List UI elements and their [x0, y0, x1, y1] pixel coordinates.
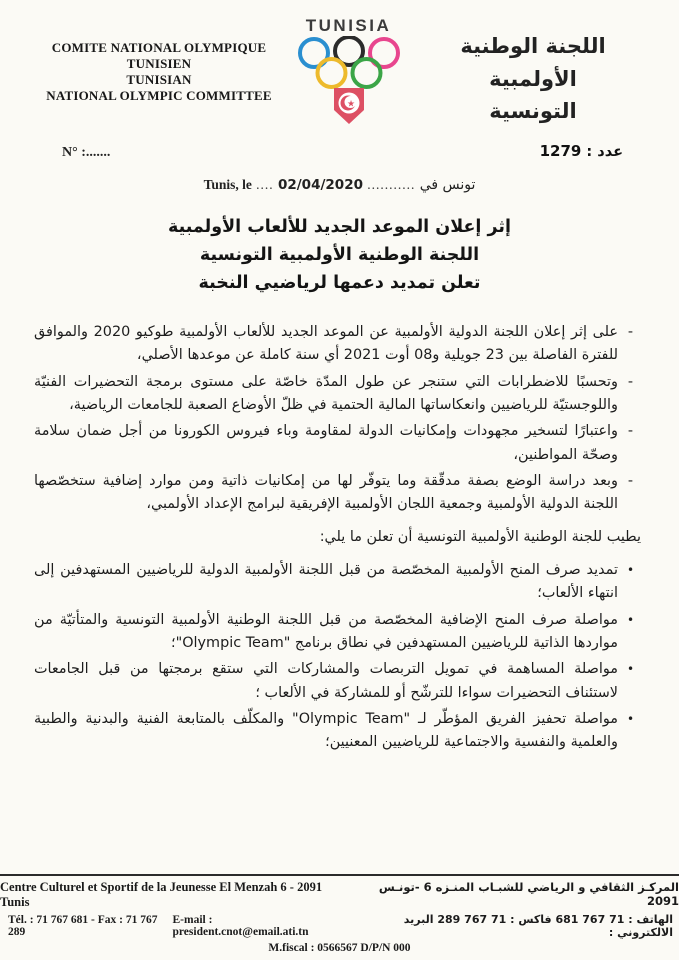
dash-item — [34, 470, 643, 517]
bullet-marker: • — [626, 711, 635, 726]
dash-item — [34, 321, 643, 368]
bullet-item-text: مواصلة المساهمة في تمويل التربصات والمشاركات التي ستقع برمجتها من قبل الجامعات لاستئناف التحضيرات سواءا للترشّح أو للمشاركة في الألعاب ؛ — [34, 661, 618, 701]
bullet-list — [34, 559, 643, 755]
footer-tel-fax-fr: Tél. : 71 767 681 - Fax : 71 767 289 — [8, 914, 158, 938]
bullet-item — [34, 708, 643, 755]
dash-list — [34, 321, 643, 517]
svg-text:★: ★ — [346, 99, 355, 110]
title-line-2: اللجنة الوطنية الأولمبية التونسية — [199, 245, 480, 265]
org-fr-line: COMITE NATIONAL OLYMPIQUE — [51, 40, 267, 55]
bullet-item-text: مواصلة صرف المنح الإضافية المخصّصة من قبل اللجنة الوطنية الأولمبية التونسية والمتأتيّة من مواردها الذاتية للرياضيين المستهدفين في نطاق برنامج "Olympic Team"؛ — [34, 611, 618, 651]
dash-marker: - — [627, 472, 634, 489]
dash-item-text: وبعد دراسة الوضع بصفة مدقّقة وما يتوفّر لها من إمكانيات ذاتية ومن موارد إضافية ستخصّصها اللجنة الدولية الأولمبية وجمعية اللجان الأولمبية الإفريقية لبرامج الإعداد الأولمبي، — [34, 472, 618, 513]
dash-item-text: على إثر إعلان اللجنة الدولية الأولمبية عن الموعد الجديد للألعاب الأولمبية طوكيو 2020 والموافق للفترة الفاصلة بين 23 جويلية و08 أوت 2021 أي سنة كاملة عن موعدها الأصلي، — [34, 324, 618, 364]
footer-address-ar: المركـز الثقافي و الرياضي للشبـاب المنـزه 6 -تونـس 2091 — [378, 880, 679, 908]
bullet-marker: • — [626, 562, 635, 577]
footer-address-fr: Centre Culturel et Sportif de la Jeunesse El Menzah 6 - 2091 Tunis — [0, 880, 323, 909]
bullet-item — [34, 559, 643, 606]
ref-number-fr: N° :....... — [62, 145, 111, 160]
title-line-3: تعلن تمديد دعمها لرياضيي النخبة — [198, 273, 481, 293]
footer-email: E-mail : president.cnot@email.ati.tn — [172, 914, 309, 938]
dash-marker: - — [627, 324, 634, 340]
dateline-ar: تونس في — [419, 177, 476, 193]
org-fr-line: TUNISIAN — [126, 71, 192, 87]
title-line-1: إثر إعلان الموعد الجديد للألعاب الأولمبية — [168, 217, 511, 237]
dateline-fr: Tunis, le — [203, 177, 252, 192]
letterhead — [0, 0, 679, 138]
org-ar-line: التونسية — [489, 99, 577, 124]
footer — [0, 874, 679, 954]
dateline — [0, 177, 679, 193]
olympic-logo — [289, 12, 409, 138]
footer-fiscal: M.fiscal : 0566567 D/P/N 000 — [268, 942, 411, 954]
org-fr-line: TUNISIEN — [126, 55, 192, 71]
bullet-item-text: تمديد صرف المنح الأولمبية المخصّصة من قبل اللجنة الأولمبية الدولية للرياضيين المستهدفين إلى انتهاء الألعاب؛ — [34, 561, 618, 602]
dash-item-text: واعتبارًا لتسخير مجهودات وإمكانيات الدولة لمقاومة وباء فيروس الكورونا من أجل ضمان سلامة وصحّة المواطنين، — [34, 423, 618, 463]
letter-title — [0, 213, 679, 297]
dash-item — [34, 420, 643, 467]
letter-body — [0, 321, 679, 755]
ref-ar-number: 1279 — [539, 142, 582, 160]
bullet-marker: • — [626, 662, 635, 677]
reference-row — [0, 142, 679, 161]
list-intro: يطيب للجنة الوطنية الأولمبية التونسية أن تعلن ما يلي: — [319, 528, 641, 545]
org-fr-line: NATIONAL OLYMPIC COMMITTEE — [46, 87, 272, 103]
dateline-dots: .... — [256, 177, 274, 192]
footer-contacts — [0, 910, 679, 939]
org-name-french — [34, 40, 284, 103]
bullet-item-text: مواصلة تحفيز الفريق المؤطّر لـ "Olympic Team" والمكلّف بالمتابعة الفنية والبدنية والطبية والعلمية والنفسية والاجتماعية للرياضيين المعنيين؛ — [34, 710, 618, 751]
tunisia-flag-badge-icon — [334, 88, 364, 124]
bullet-item — [34, 658, 643, 705]
dash-item-text: وتحسبًا للاضطرابات التي ستنجر عن طول المدّة خاصّة على مستوى برمجة التحضيرات الفنيّة واللوجستيّة للرياضيين وانعكاساتها المالية الحتمية في ظلّ الأوضاع الصعبة للجامعات الرياضية، — [34, 373, 618, 413]
org-name-arabic — [413, 30, 653, 128]
footer-address — [0, 880, 679, 910]
org-ar-line: اللجنة الوطنية الأولمبية — [460, 34, 606, 91]
bullet-item — [34, 609, 643, 656]
ref-ar-label: عدد : — [586, 144, 623, 160]
dateline-date: 02/04/2020 — [277, 177, 363, 193]
footer-tel-fax-ar: الهاتف : 71 767 681 فاكس : 71 767 289 البريد الالكتروني : — [403, 913, 673, 939]
dash-marker: - — [627, 423, 634, 440]
olympic-rings-icon — [292, 36, 406, 134]
ref-number-ar — [540, 142, 623, 160]
dash-marker: - — [627, 373, 634, 390]
bullet-marker: • — [626, 612, 635, 627]
dash-item — [34, 371, 643, 418]
dateline-dots: ........... — [367, 177, 416, 192]
tunisia-label: TUNISIA — [305, 16, 392, 35]
